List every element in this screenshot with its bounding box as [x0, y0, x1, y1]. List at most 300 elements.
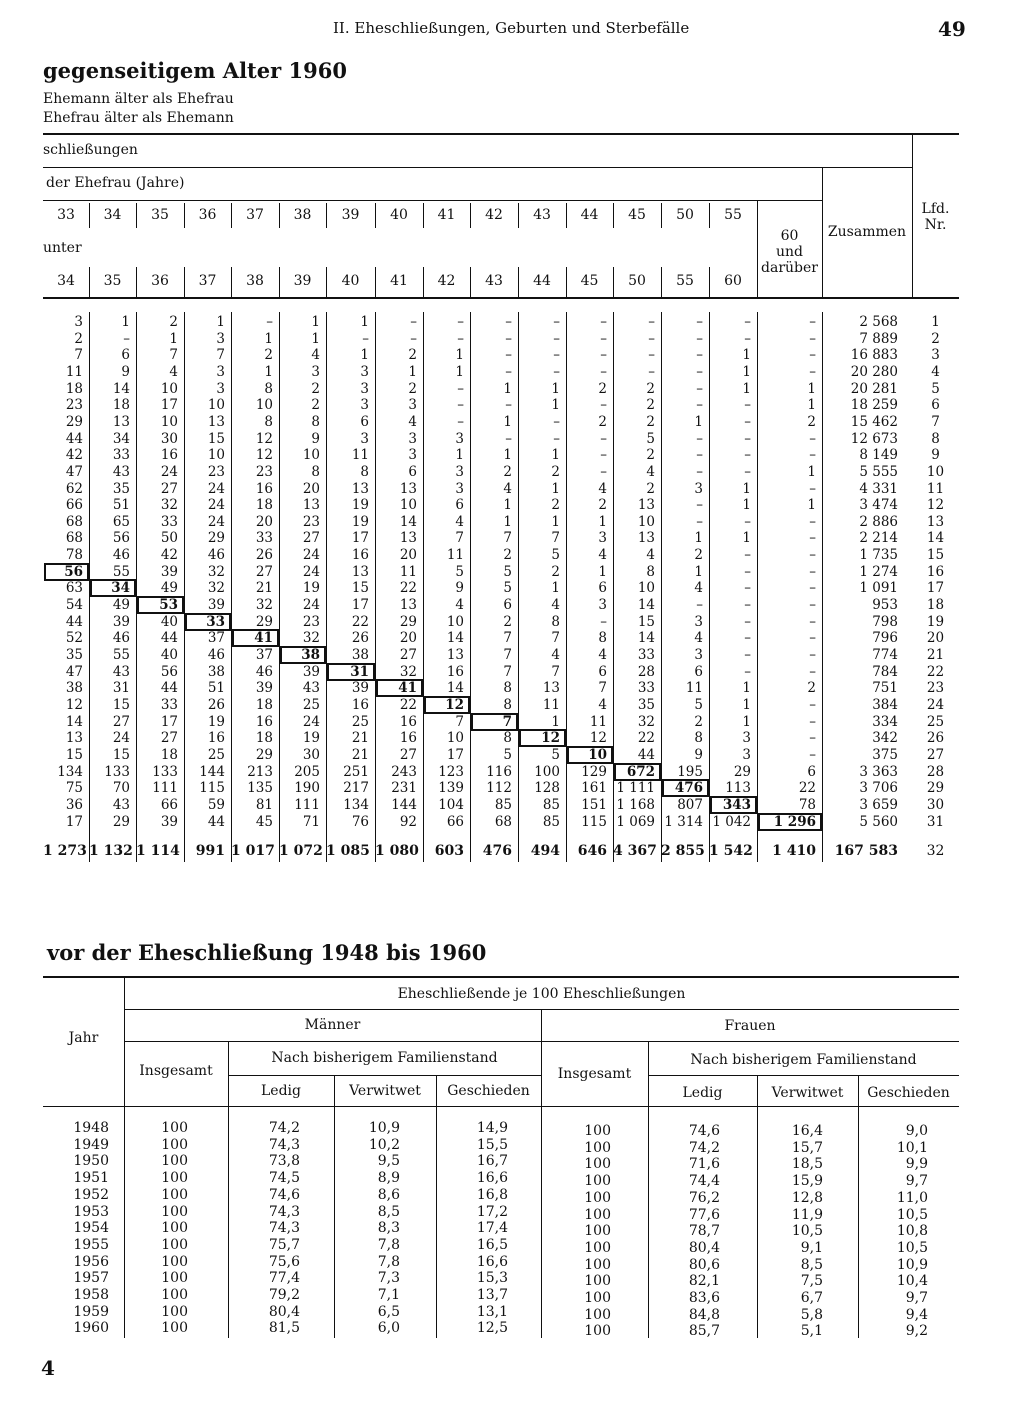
table-cell: 3 [455, 463, 464, 480]
table-cell: 3 [742, 746, 751, 763]
table-total-cell: 1 114 [136, 843, 180, 859]
table-cell: 3 363 [859, 763, 898, 780]
table2-rule-sex [124, 1041, 959, 1042]
table-cell: 12 [255, 447, 273, 464]
table-cell: 6 [503, 597, 512, 614]
table-cell: 7 [216, 347, 225, 364]
table-cell: 9,9 [905, 1156, 928, 1173]
table-total-cell: 1 410 [772, 843, 816, 859]
table-cell: 5 [694, 696, 703, 713]
table-cell: 9,7 [905, 1173, 928, 1190]
table-cell: 10,2 [368, 1136, 400, 1153]
table-cell: 134 [343, 796, 369, 813]
table-cell: 7,5 [800, 1273, 823, 1290]
table-cell: 4 [694, 580, 703, 597]
table-cell: 7 [551, 630, 560, 647]
table-cell: – [553, 347, 560, 364]
table-cell: – [809, 363, 816, 380]
table-cell: 24 [302, 597, 320, 614]
table-cell: 29 [255, 746, 273, 763]
table1-age-from: 33 [57, 207, 75, 223]
table-cell: – [648, 347, 655, 364]
table-cell: 12 [255, 430, 273, 447]
table-cell: 2 886 [859, 513, 898, 530]
table-cell: 3 [360, 380, 369, 397]
table-cell: 8,3 [377, 1220, 400, 1237]
table-cell: 74,5 [268, 1170, 300, 1187]
table-cell: 34 [112, 430, 130, 447]
table-cell: 11 [926, 480, 945, 497]
table-cell: 68 [65, 513, 83, 530]
table-cell: 20 [399, 547, 417, 564]
table-cell: 25 [207, 746, 225, 763]
table-cell: 26 [926, 730, 945, 747]
table2-rule-top [43, 976, 959, 978]
table-cell: 10 [926, 463, 945, 480]
table-cell: 1 [169, 330, 178, 347]
table-cell: 774 [872, 647, 898, 663]
table-cell: 3 [408, 430, 417, 447]
table-cell: 24 [207, 497, 225, 514]
table-cell: 243 [391, 763, 417, 780]
table-total-cell: 991 [195, 843, 225, 859]
table-cell: – [600, 330, 607, 347]
table-cell: 2 [503, 613, 512, 630]
diagonal-highlight-box [44, 563, 89, 581]
table-cell: 14 [446, 630, 464, 647]
diagonal-highlight-box [424, 696, 470, 714]
table-cell: 85 [542, 813, 560, 830]
table-cell: 19 [302, 580, 320, 597]
table-cell: 56 [160, 663, 178, 680]
table-cell: 17,4 [476, 1220, 508, 1237]
table-cell: 45 [255, 813, 273, 830]
table-cell: 4 [169, 363, 178, 380]
table1-title: gegenseitigem Alter 1960 [43, 58, 347, 83]
table-cell: 19 [926, 613, 945, 630]
table1-age-to: 39 [293, 273, 312, 289]
table-cell: – [744, 513, 751, 530]
table1-age-from: 43 [533, 207, 551, 223]
table-cell: 19 [302, 730, 320, 747]
table-cell: – [553, 363, 560, 380]
table-cell: 36 [65, 796, 83, 813]
table-cell: – [809, 713, 816, 730]
table-cell: 30 [926, 796, 945, 813]
table-cell: 12 [541, 730, 560, 747]
table-cell: 33 [637, 680, 655, 697]
table-cell: 334 [872, 713, 898, 730]
table-cell: 7,3 [377, 1270, 400, 1287]
table1-age-from: 44 [580, 207, 599, 223]
table-cell: 1952 [73, 1186, 109, 1203]
table-cell: – [696, 330, 703, 347]
table-cell: 25 [351, 713, 369, 730]
table-cell: – [600, 463, 607, 480]
table-cell: 111 [152, 780, 178, 797]
table-cell: 47 [65, 663, 83, 680]
table-cell: 37 [255, 647, 273, 663]
diagonal-highlight-box [90, 579, 136, 597]
table1-age-to: 60 [724, 273, 742, 289]
table-cell: 1950 [73, 1153, 109, 1170]
table-cell: 76,2 [688, 1189, 720, 1206]
table-cell: 13 [65, 730, 83, 747]
table-cell: 1 [742, 380, 751, 397]
table-cell: 100 [161, 1153, 188, 1170]
table-cell: – [600, 447, 607, 464]
table-cell: 12 [926, 497, 945, 514]
table-cell: 3 [360, 430, 369, 447]
table1-rule-top [43, 133, 959, 135]
table-cell: 8 [264, 380, 273, 397]
table-cell: 21 [351, 730, 369, 747]
table-cell: 17 [926, 580, 945, 597]
table-cell: 80,4 [688, 1239, 720, 1256]
table-cell: 32 [207, 563, 225, 580]
table-cell: 27 [926, 746, 945, 763]
table-cell: 151 [581, 796, 607, 813]
table-cell: 1 [694, 563, 703, 580]
table-cell: 10 [446, 730, 464, 747]
table-cell: 55 [112, 647, 130, 663]
table-cell: – [266, 314, 273, 330]
table-cell: 128 [534, 780, 560, 797]
table-cell: 7 [502, 713, 512, 730]
table-cell: 19 [207, 713, 225, 730]
table1-age-to: 50 [628, 273, 646, 289]
table-cell: 3 [216, 363, 225, 380]
table-total-cell: 476 [482, 843, 512, 859]
table-cell: 14,9 [476, 1120, 508, 1136]
table1-age-from: 35 [151, 207, 169, 223]
table-cell: 42 [160, 547, 178, 564]
table-cell: – [809, 746, 816, 763]
table-cell: – [744, 314, 751, 330]
diagonal-highlight-box [710, 796, 757, 814]
table-cell: 16,6 [476, 1170, 508, 1187]
table-cell: 1 [360, 314, 369, 330]
table-cell: 7 889 [859, 330, 898, 347]
table-cell: 44 [207, 813, 225, 830]
table-cell: 56 [64, 563, 83, 580]
table-cell: 3 [742, 730, 751, 747]
table-cell: 10 [399, 497, 417, 514]
table-cell: 1 [742, 497, 751, 514]
page-number: 49 [938, 17, 966, 41]
table-cell: – [744, 613, 751, 630]
table-cell: 83,6 [688, 1290, 720, 1306]
table-cell: 35 [112, 480, 130, 497]
table1-age-to: 42 [437, 273, 456, 289]
table-cell: 100 [161, 1320, 188, 1337]
table-cell: 1 [360, 347, 369, 364]
table-cell: 1957 [73, 1270, 109, 1287]
table-cell: 20 280 [850, 363, 898, 380]
table-cell: 1 [742, 530, 751, 547]
table1-unter-label: unter [43, 240, 82, 256]
table-cell: 1 [216, 314, 225, 330]
table-cell: 798 [872, 613, 898, 630]
table-cell: 1 [807, 380, 816, 397]
table1-age-from: 36 [198, 207, 217, 223]
table-cell: 77,4 [268, 1270, 300, 1287]
table-cell: 12 [445, 696, 464, 713]
table-cell: 6 [121, 347, 130, 364]
table-cell: 1 [503, 447, 512, 464]
table-cell: 2 [551, 563, 560, 580]
table-cell: – [505, 330, 512, 347]
table-cell: 27 [160, 730, 178, 747]
table-cell: 251 [343, 763, 369, 780]
table-cell: 2 [264, 347, 273, 364]
table-cell: 100 [584, 1156, 611, 1173]
table-cell: 40 [160, 647, 178, 663]
table1-col-total-label: Zusammen [827, 224, 907, 240]
table2-rule-w-nach [648, 1075, 959, 1076]
table-cell: 33 [255, 530, 273, 547]
table-cell: 9 [694, 746, 703, 763]
table-cell: 75 [65, 780, 83, 797]
table-cell: 7 [455, 713, 464, 730]
table-cell: – [696, 430, 703, 447]
table-cell: 15 462 [850, 413, 898, 430]
table-cell: 25 [302, 696, 320, 713]
table-cell: – [457, 380, 464, 397]
table-cell: 13,1 [476, 1303, 508, 1320]
table-cell: 4 [455, 597, 464, 614]
table-cell: 161 [581, 780, 607, 797]
table-cell: – [505, 430, 512, 447]
table-cell: 8,6 [377, 1186, 400, 1203]
table-cell: 55 [112, 563, 130, 580]
table-cell: 15 [637, 613, 655, 630]
table-cell: 7 [503, 530, 512, 547]
table-cell: 16 [160, 447, 178, 464]
table-cell: 15,5 [476, 1136, 508, 1153]
table-cell: 74,3 [268, 1220, 300, 1237]
table-cell: 22 [351, 613, 369, 630]
table-cell: 47 [65, 463, 83, 480]
table-cell: 33 [206, 613, 225, 630]
table-cell: 6 [694, 663, 703, 680]
diagonal-highlight-box [567, 746, 613, 764]
table-cell: 100 [161, 1186, 188, 1203]
table-cell: 4 [598, 647, 607, 663]
table2-women-header: Frauen [724, 1018, 776, 1034]
table-cell: 3 [694, 647, 703, 663]
table-cell: 18 259 [850, 397, 898, 414]
table-cell: 1 [742, 696, 751, 713]
table-cell: 3 [360, 397, 369, 414]
table-total-cell: 2 855 [661, 843, 705, 859]
table-cell: 33 [112, 447, 130, 464]
table-cell: – [696, 363, 703, 380]
table-cell: 5 [551, 746, 560, 763]
table-cell: 100 [161, 1253, 188, 1270]
table-cell: 1 [742, 480, 751, 497]
diagonal-highlight-box [662, 779, 709, 797]
table1-age-to: 40 [341, 273, 360, 289]
table-cell: – [744, 547, 751, 564]
table-cell: – [696, 597, 703, 614]
table-cell: 115 [581, 813, 607, 830]
table-cell: 1 [408, 363, 417, 380]
table-cell: 1 168 [616, 796, 655, 813]
table-cell: 20 [399, 630, 417, 647]
table1-age-to: 37 [198, 273, 217, 289]
table-cell: 7,8 [377, 1236, 400, 1253]
table-cell: 65 [112, 513, 130, 530]
table-cell: 81 [255, 796, 273, 813]
table-cell: 14 [926, 530, 945, 547]
table-cell: 74,4 [688, 1173, 720, 1190]
table-cell: – [553, 330, 560, 347]
table-cell: 4 [455, 513, 464, 530]
table-cell: 134 [57, 763, 83, 780]
table-cell: 8 [264, 413, 273, 430]
table-cell: 51 [112, 497, 130, 514]
table-cell: 24 [302, 547, 320, 564]
table-cell: 15,3 [476, 1270, 508, 1287]
table-cell: 27 [399, 746, 417, 763]
table2-men-header: Männer [304, 1017, 361, 1033]
table-cell: 37 [207, 630, 225, 647]
table-cell: 111 [294, 796, 320, 813]
table-cell: 24 [926, 696, 945, 713]
table-cell: 17 [446, 746, 464, 763]
table-cell: 4 [598, 547, 607, 564]
table-cell: 1 [503, 380, 512, 397]
table-cell: 16,7 [476, 1153, 508, 1170]
table-cell: 10 [207, 447, 225, 464]
table-cell: 133 [104, 763, 130, 780]
table-cell: 8 [311, 413, 320, 430]
table-cell: 5 [455, 563, 464, 580]
table-cell: – [696, 347, 703, 364]
table-cell: 476 [674, 780, 703, 797]
table-cell: 751 [872, 680, 898, 697]
table-cell: 41 [254, 630, 273, 647]
table-cell: 217 [343, 780, 369, 797]
table2-rule-m-nach [228, 1075, 541, 1076]
table-cell: 32 [302, 630, 320, 647]
table-cell: 38 [301, 647, 320, 663]
table-total-cell: 32 [926, 843, 945, 859]
table-cell: 116 [486, 763, 512, 780]
table-cell: 2 [551, 497, 560, 514]
table-cell: 100 [584, 1239, 611, 1256]
table-cell: 3 [311, 363, 320, 380]
table-cell: 4 [503, 480, 512, 497]
table-cell: 1 274 [859, 563, 898, 580]
table-cell: 100 [584, 1306, 611, 1323]
table-cell: 2 [646, 397, 655, 414]
table-cell: 66 [446, 813, 464, 830]
table-cell: 20 [255, 513, 273, 530]
table-cell: 15,7 [791, 1139, 823, 1156]
table-cell: 46 [112, 547, 130, 564]
table-cell: 8 [311, 463, 320, 480]
table-cell: 1955 [73, 1236, 109, 1253]
table-cell: 2 [931, 330, 940, 347]
table-cell: 16,5 [476, 1236, 508, 1253]
table-cell: – [696, 397, 703, 414]
table-cell: 22 [637, 730, 655, 747]
table2-men-verwitwet: Verwitwet [349, 1083, 421, 1099]
table-cell: 16 [255, 713, 273, 730]
table-cell: 7 [455, 530, 464, 547]
table-cell: 6,7 [800, 1290, 823, 1306]
table-cell: – [809, 480, 816, 497]
table-cell: 1948 [73, 1120, 109, 1136]
table-cell: 3 [455, 480, 464, 497]
table-cell: 9,2 [905, 1323, 928, 1340]
table-cell: 16,4 [791, 1123, 823, 1139]
table1-age-to: 45 [580, 273, 599, 289]
table-cell: 9 [931, 447, 940, 464]
table-cell: – [809, 580, 816, 597]
table-cell: 2 [807, 413, 816, 430]
table-cell: 3 706 [859, 780, 898, 797]
table1-rule-subgroup [43, 200, 822, 201]
table-cell: 71 [302, 813, 320, 830]
table-cell: 43 [112, 796, 130, 813]
table-cell: 44 [65, 430, 83, 447]
table-cell: 16,6 [476, 1253, 508, 1270]
table-cell: 12 [65, 696, 83, 713]
table-cell: 22 [399, 696, 417, 713]
table-cell: 19 [351, 497, 369, 514]
table-cell: 56 [112, 530, 130, 547]
table-cell: 1 [503, 513, 512, 530]
table-cell: 115 [199, 780, 225, 797]
table1-age-to: 41 [390, 273, 408, 289]
table-cell: 13,7 [476, 1287, 508, 1303]
table-cell: 100 [161, 1120, 188, 1136]
table-cell: 4 [694, 630, 703, 647]
table-cell: 8 [931, 430, 940, 447]
table-cell: 7 [598, 680, 607, 697]
table-cell: 23 [302, 513, 320, 530]
table-cell: – [505, 363, 512, 380]
table-cell: 26 [207, 696, 225, 713]
table-cell: – [809, 630, 816, 647]
table-cell: 2 [503, 463, 512, 480]
table-cell: 1951 [73, 1170, 109, 1187]
table-cell: – [648, 314, 655, 330]
diagonal-highlight-box [614, 763, 661, 781]
table-cell: 10 [160, 380, 178, 397]
table1-col-60-label: 60 und darüber [761, 228, 818, 276]
table-cell: 1 [742, 713, 751, 730]
table-cell: – [600, 314, 607, 330]
table-cell: 100 [584, 1206, 611, 1223]
table-cell: 7 [551, 663, 560, 680]
table-cell: 43 [302, 680, 320, 697]
table-total-cell: 494 [530, 843, 560, 859]
table-cell: 133 [152, 763, 178, 780]
table-cell: 2 568 [859, 314, 898, 330]
table-cell: 46 [112, 630, 130, 647]
table-cell: 7 [503, 647, 512, 663]
table-cell: – [696, 463, 703, 480]
table-total-cell: 167 583 [834, 843, 898, 859]
table-cell: 33 [637, 647, 655, 663]
table-cell: 13 [637, 497, 655, 514]
table-cell: 1 296 [773, 813, 816, 830]
table1-col-lfd-label: Lfd. Nr. [921, 201, 950, 233]
